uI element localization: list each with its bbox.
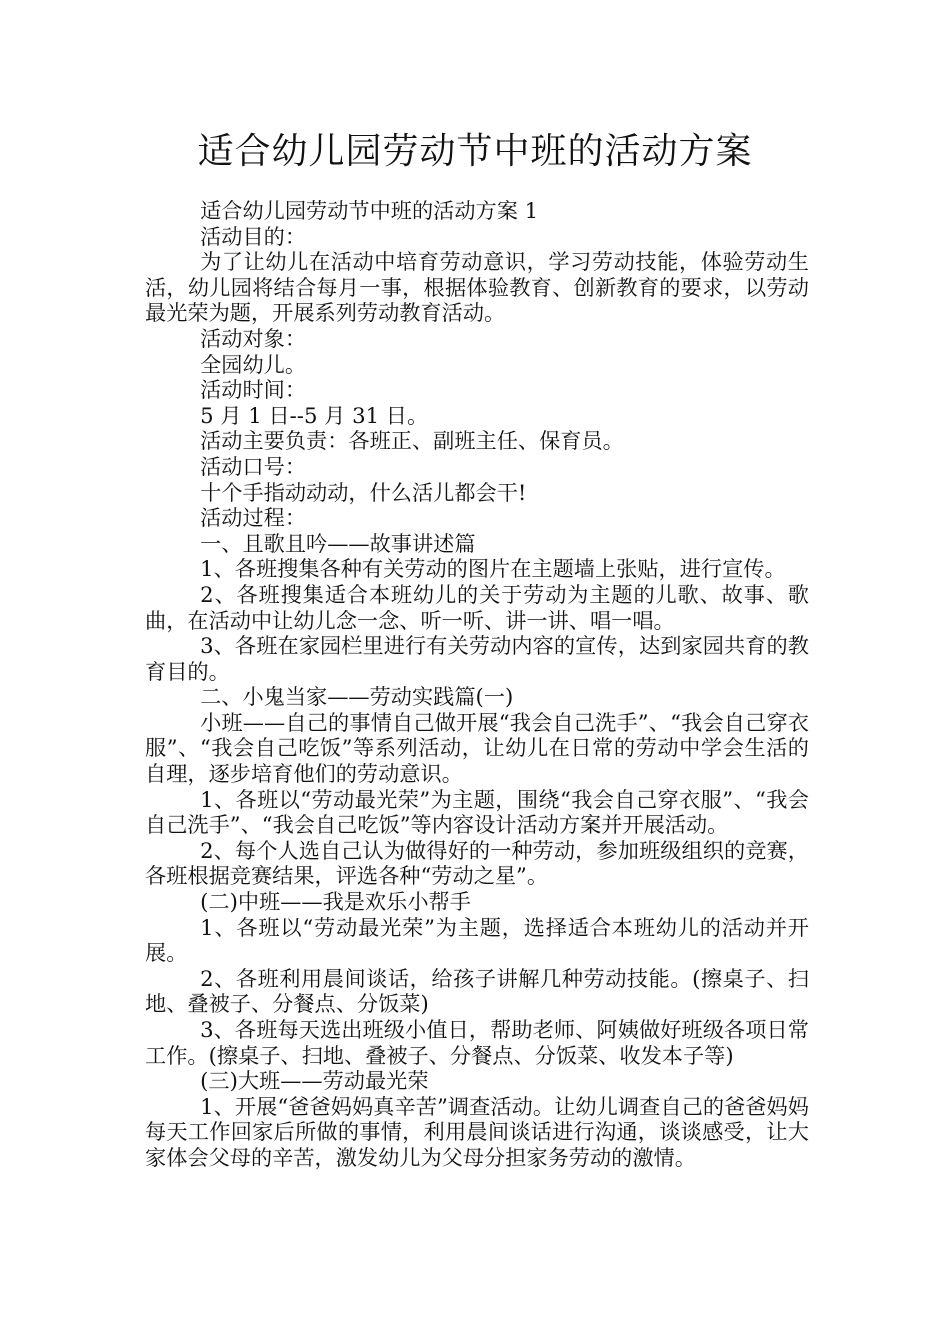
section-heading-target: 活动对象： [200,325,307,351]
list-item: 2、每个人选自己认为做得好的一种劳动，参加班级组织的竞赛，各班根据竞赛结果，评选各种“劳动之星”。 [145,837,809,889]
list-item: 1、各班以“劳动最光荣”为主题，围绕“我会自己穿衣服”、“我会自己洗手”、“我会自己吃饭”等内容设计活动方案并开展活动。 [145,786,809,838]
section-heading-senior-class: (三)大班——劳动最光荣 [200,1068,429,1094]
paragraph: 为了让幼儿在活动中培育劳动意识，学习劳动技能，体验劳动生活，幼儿园将结合每月一事，根据体验教育、创新教育的要求，以劳动最光荣为题，开展系列劳动教育活动。 [145,249,809,326]
section-heading-middle-class: (二)中班——我是欢乐小帮手 [200,889,471,915]
section-heading-process: 活动过程： [200,505,307,531]
list-item: 2、各班利用晨间谈话，给孩子讲解几种劳动技能。(擦桌子、扫地、叠被子、分餐点、分饭菜) [145,965,809,1017]
list-item: 1、开展“爸爸妈妈真辛苦”调查活动。让幼儿调查自己的爸爸妈妈每天工作回家后所做的事情，利用晨间谈话进行沟通，谈谈感受，让大家体会父母的辛苦，激发幼儿为父母分担家务劳动的激情。 [145,1093,809,1170]
section-heading-part-two: 二、小鬼当家——劳动实践篇(一) [200,684,514,710]
list-item: 1、各班以“劳动最光荣”为主题，选择适合本班幼儿的活动并开展。 [145,914,809,966]
section-heading-slogan: 活动口号： [200,453,307,479]
subtitle-paragraph: 适合幼儿园劳动节中班的活动方案 1 [200,198,539,223]
paragraph: 十个手指动动动，什么活儿都会干! [200,479,527,505]
paragraph: 活动主要负责：各班正、副班主任、保育员。 [200,428,624,454]
paragraph: 小班——自己的事情自己做开展“我会自己洗手”、“我会自己穿衣服”、“我会自己吃饭”等系列活动，让幼儿在日常的劳动中学会生活的自理，逐步培育他们的劳动意识。 [145,709,809,787]
document-title: 适合幼儿园劳动节中班的活动方案 [197,131,753,172]
list-item: 3、各班每天选出班级小值日，帮助老师、阿姨做好班级各项日常工作。(擦桌子、扫地、叠被子、分餐点、分饭菜、收发本子等) [145,1017,809,1068]
section-heading-time: 活动时间： [200,377,307,403]
list-item: 3、各班在家园栏里进行有关劳动内容的宣传，达到家园共育的教育目的。 [145,633,809,684]
section-heading-purpose: 活动目的： [200,223,307,249]
paragraph: 5 月 1 日--5 月 31 日。 [200,402,429,428]
section-heading-part-one: 一、且歌且吟——故事讲述篇 [200,530,476,556]
paragraph: 全园幼儿。 [200,351,307,377]
list-item: 1、各班搜集各种有关劳动的图片在主题墙上张贴，进行宣传。 [200,556,786,582]
document-body [145,198,809,1171]
list-item: 2、各班搜集适合本班幼儿的关于劳动为主题的儿歌、故事、歌曲，在活动中让幼儿念一念、听一听、讲一讲、唱一唱。 [145,581,809,633]
